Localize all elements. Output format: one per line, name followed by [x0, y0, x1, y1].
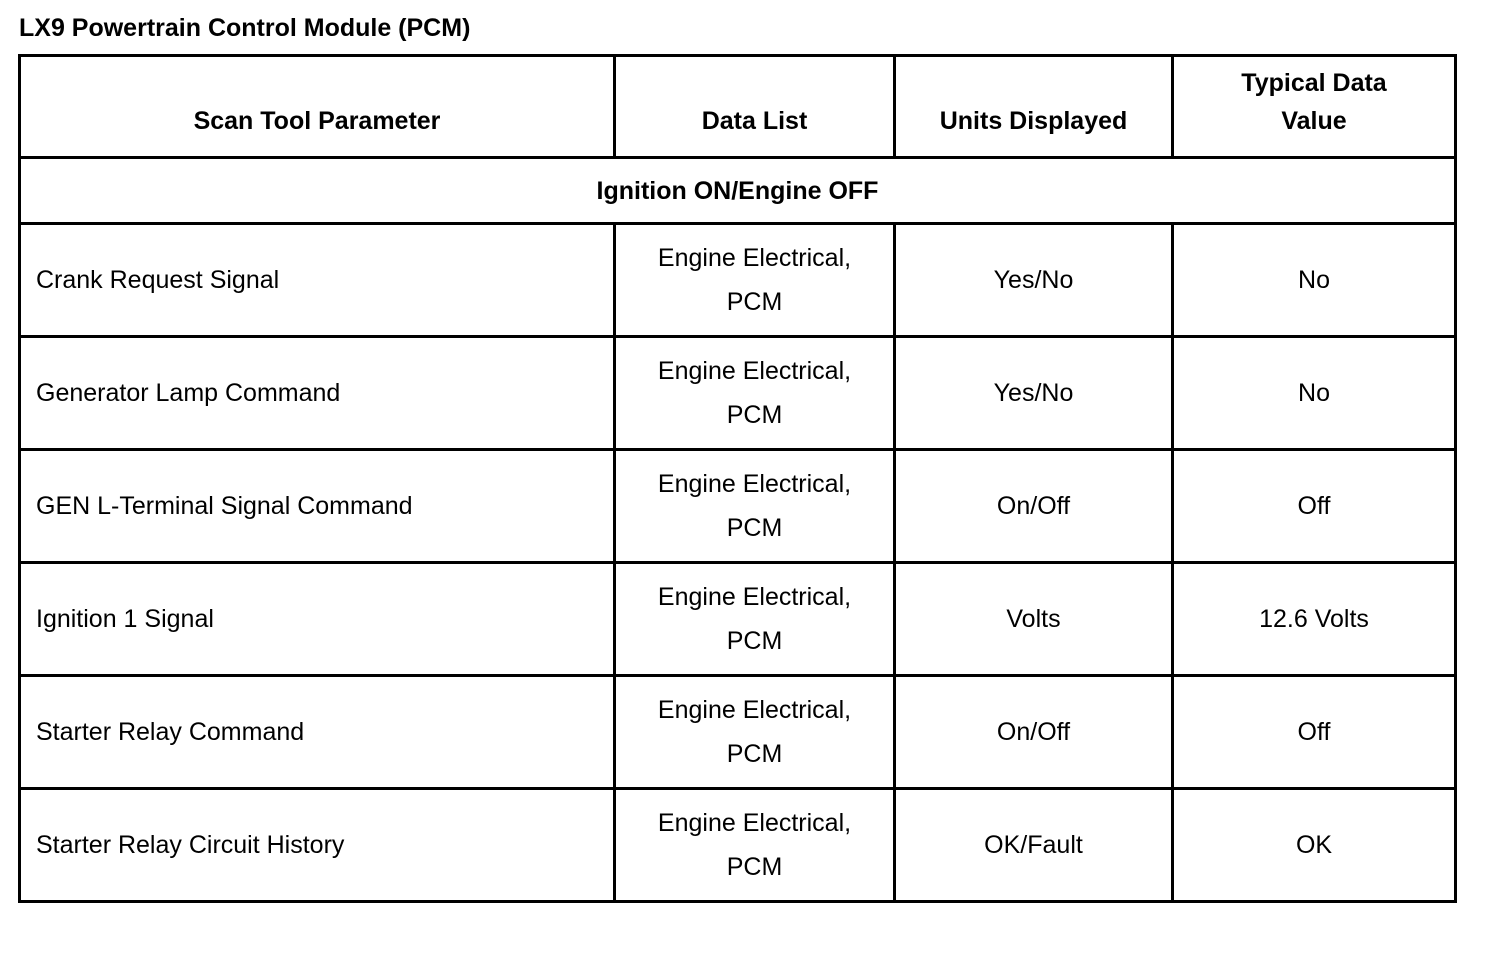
section-label: Ignition ON/Engine OFF [20, 158, 1456, 224]
row-parameter: Starter Relay Circuit History [20, 789, 615, 902]
row-parameter: Generator Lamp Command [20, 337, 615, 450]
row-data-list [615, 224, 895, 337]
row-typical-value: Off [1173, 676, 1456, 789]
row-units: On/Off [895, 676, 1173, 789]
header-typical-data-value [1173, 56, 1456, 158]
row-data-list-line2: PCM [726, 514, 783, 542]
row-data-list [615, 676, 895, 789]
page-title: LX9 Powertrain Control Module (PCM) [19, 14, 471, 42]
row-data-list-line1: Engine Electrical, [657, 809, 852, 837]
row-parameter: Ignition 1 Signal [20, 563, 615, 676]
table-row [20, 224, 1456, 337]
table-row [20, 450, 1456, 563]
row-data-list [615, 789, 895, 902]
table-header-row [20, 56, 1456, 158]
header-scan-tool-parameter: Scan Tool Parameter [20, 56, 615, 158]
row-units: Yes/No [895, 337, 1173, 450]
row-parameter: Crank Request Signal [20, 224, 615, 337]
row-data-list-line2: PCM [726, 627, 783, 655]
section-row [20, 158, 1456, 224]
table-row [20, 337, 1456, 450]
row-data-list [615, 563, 895, 676]
row-typical-value: 12.6 Volts [1173, 563, 1456, 676]
table-row [20, 563, 1456, 676]
row-parameter: GEN L-Terminal Signal Command [20, 450, 615, 563]
row-data-list [615, 337, 895, 450]
row-units: Volts [895, 563, 1173, 676]
row-typical-value: No [1173, 224, 1456, 337]
table-row [20, 676, 1456, 789]
header-data-list: Data List [615, 56, 895, 158]
row-data-list-line1: Engine Electrical, [657, 583, 852, 611]
row-typical-value: OK [1173, 789, 1456, 902]
row-data-list-line1: Engine Electrical, [657, 470, 852, 498]
row-data-list-line1: Engine Electrical, [657, 696, 852, 724]
row-data-list-line1: Engine Electrical, [657, 244, 852, 272]
header-typical-line2: Value [1281, 107, 1347, 135]
header-units-displayed: Units Displayed [895, 56, 1173, 158]
row-data-list-line2: PCM [726, 401, 783, 429]
row-typical-value: No [1173, 337, 1456, 450]
row-units: OK/Fault [895, 789, 1173, 902]
row-typical-value: Off [1173, 450, 1456, 563]
row-data-list-line2: PCM [726, 288, 783, 316]
scan-tool-data-table [18, 54, 1457, 903]
table-row [20, 789, 1456, 902]
row-data-list-line2: PCM [726, 853, 783, 881]
row-data-list-line2: PCM [726, 740, 783, 768]
header-typical-line1: Typical Data [1241, 69, 1387, 97]
row-data-list [615, 450, 895, 563]
row-parameter: Starter Relay Command [20, 676, 615, 789]
row-data-list-line1: Engine Electrical, [657, 357, 852, 385]
row-units: Yes/No [895, 224, 1173, 337]
row-units: On/Off [895, 450, 1173, 563]
